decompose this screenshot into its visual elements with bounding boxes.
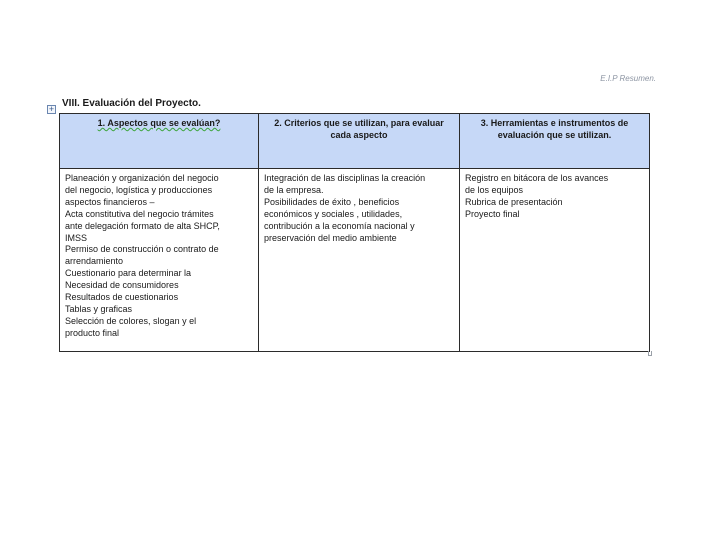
cell-line: IMSS (65, 232, 88, 243)
section-title: VIII. Evaluación del Proyecto. (62, 98, 201, 109)
cell-aspects[interactable] (60, 169, 259, 352)
table-end-marker (648, 351, 652, 356)
cell-line: Acta constitutiva del negocio trámites (65, 208, 214, 219)
cell-line: Selección de colores, slogan y el (65, 315, 197, 326)
header-line: 2. Criterios que se utilizan, para evaluar (274, 118, 444, 128)
cell-line: Proyecto final (465, 208, 520, 219)
cell-line: de la empresa. (264, 184, 324, 195)
header-note: E.I.P Resumen. (600, 74, 656, 83)
cell-line: Tablas y graficas (65, 303, 133, 314)
cell-line: arrendamiento (65, 256, 124, 267)
header-line: 1. Aspectos que se evalúan? (97, 118, 221, 128)
cell-line: Resultados de cuestionarios (65, 292, 179, 303)
cell-line: económicos y sociales , utilidades, (264, 208, 403, 219)
header-cell-tools[interactable] (460, 114, 650, 169)
table-row (60, 169, 650, 352)
cell-line: Registro en bitácora de los avances (465, 173, 609, 183)
cell-line: preservación del medio ambiente (264, 232, 397, 243)
cell-line: Permiso de construcción o contrato de (65, 244, 219, 255)
cell-line: ante delegación formato de alta SHCP, (65, 220, 220, 231)
cell-criteria[interactable] (259, 169, 460, 352)
cell-line: Rubrica de presentación (465, 196, 563, 207)
cell-line: producto final (65, 327, 120, 338)
table-header-row (60, 114, 650, 169)
cell-line: contribución a la economía nacional y (264, 220, 415, 231)
evaluation-table (59, 113, 650, 352)
table-move-handle-icon[interactable]: + (48, 104, 55, 114)
cell-tools[interactable] (460, 169, 650, 352)
header-cell-criteria[interactable] (259, 114, 460, 169)
header-line: cada aspecto (330, 129, 388, 140)
cell-line: Necesidad de consumidores (65, 280, 179, 291)
header-line: 3. Herramientas e instrumentos de (480, 118, 629, 128)
cell-line: Planeación y organización del negocio (65, 173, 219, 183)
cell-line: Integración de las disciplinas la creación (264, 173, 426, 183)
cell-line: de los equipos (465, 184, 524, 195)
cell-line: Posibilidades de éxito , beneficios (264, 196, 400, 207)
header-cell-aspects[interactable] (60, 114, 259, 169)
cell-line: Cuestionario para determinar la (65, 268, 192, 279)
cell-line: del negocio, logística y producciones (65, 184, 213, 195)
header-line: evaluación que se utilizan. (497, 129, 612, 140)
cell-line: aspectos financieros – (65, 196, 155, 207)
